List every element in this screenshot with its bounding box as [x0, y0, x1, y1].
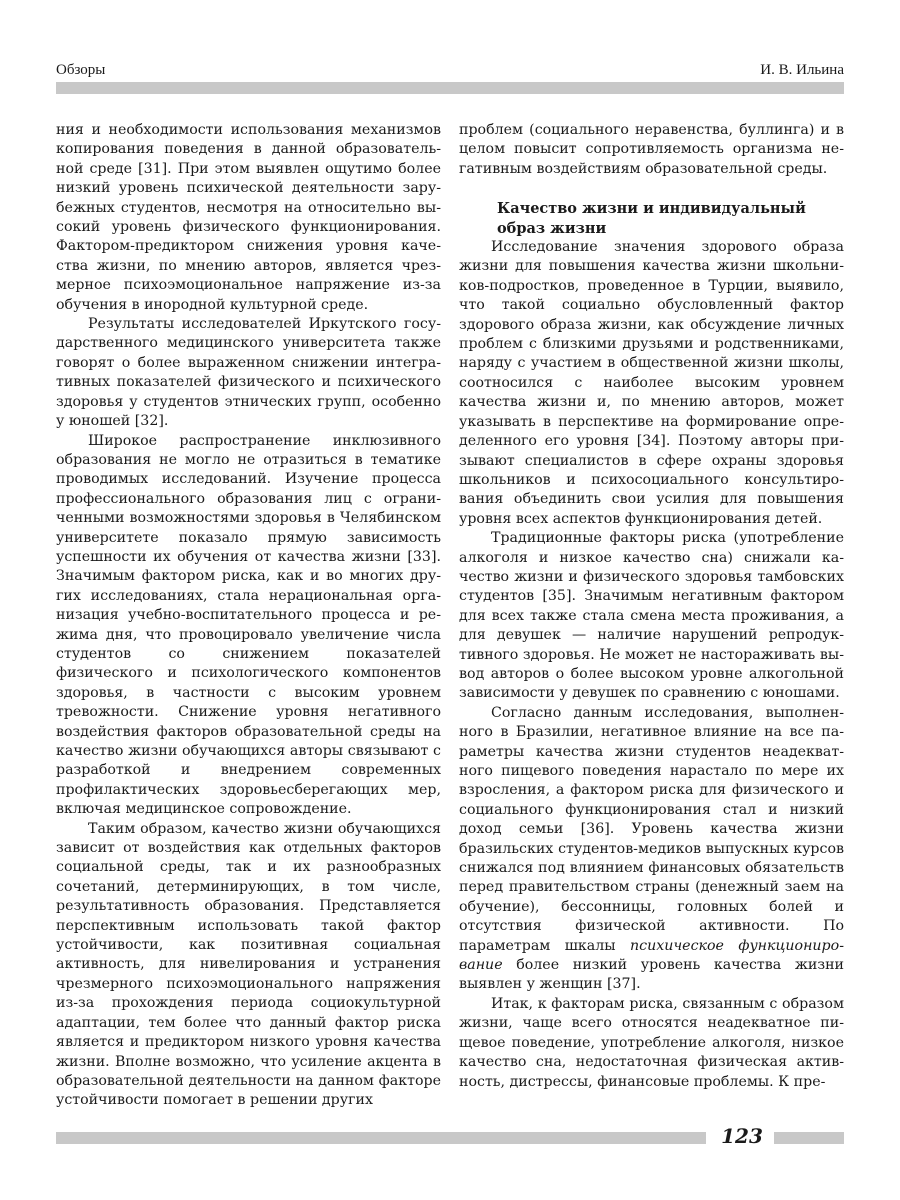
paragraph: Таким образом, качество жизни обучающихся зависит от воздействия как отдельных факторов социальной среды, так и их разнообразных сочетаний, детерминирующих, в том числе, результативность образования. Представляется перспективным использовать такой фактор устойчивости, как позитивная социальная активность, для нивелирования и устранения чрезмерного психоэмоционального напряжения из-за прохождения периода социокультурной адаптации, тем более что данный фактор риска является и предиктором низкого уровня качества жизни. Вполне возможно, что усиление акцента в образовательной деятельности на данном факторе устойчивости помогает в решении других	[56, 820, 441, 1109]
footer-divider-bar	[56, 1132, 706, 1144]
paragraph: Результаты исследователей Иркутского государственного медицинского университета также говорят о более выраженном снижении интегративных показателей физического и психического здоровья у студентов этнических групп, особенно у юношей [32].	[56, 316, 441, 430]
paragraph: ния и необходимости использования механизмов копирования поведения в данной образовательной среде [31]. При этом выявлен ощутимо более низкий уровень психической деятельности зарубежных студентов, несмотря на относительно высокий уровень физического функционирования. Фактором-предиктором снижения уровня качества жизни, по мнению авторов, является чрезмерное психоэмоциональное напряжение из-за обучения в инородной культурной среде.	[56, 122, 441, 313]
paragraph-text: более низкий уровень качества жизни выявлен у женщин [37].	[459, 957, 844, 993]
paragraph-text: Согласно данным исследования, выполненного в Бразилии, негативное влияние на все параметры качества жизни студентов неадекватного пищевого поведения нарастало по мере их взросления, а фактором риска для физического и социального функционирования стал и низкий доход семьи [36]. Уровень качества жизни бразильских студентов-медиков выпускных курсов снижался под влиянием финансовых обязательств перед правительством страны (денежный заем на обучение), бессонницы, головных болей и отсутствия физической активности. По параметрам шкалы	[459, 704, 844, 954]
paragraph	[459, 704, 844, 995]
paragraph: Исследование значения здорового образа жизни для повышения качества жизни школьников-подростков, проведенное в Турции, выявило, что такой социально обусловленный фактор здорового образа жизни, как обсуждение личных проблем с близкими друзьями и родственниками, наряду с участием в общественной жизни школы, соотносился с наиболее высоким уровнем качества жизни и, по мнению авторов, может указывать в перспективе на формирование определенного его уровня [34]. Поэтому авторы призывают специалистов в сфере охраны здоровья школьников и психосоциального консультирования объединить свои усилия для повышения уровня всех аспектов функционирования детей.	[459, 239, 844, 527]
right-column	[459, 121, 844, 1092]
header-divider-bar	[56, 82, 844, 94]
running-head	[56, 60, 844, 82]
page-number: 123	[721, 1124, 763, 1148]
footer-divider-bar-end	[774, 1132, 844, 1144]
author-name: И. В. Ильина	[760, 62, 844, 78]
paragraph: Традиционные факторы риска (употребление алкоголя и низкое качество сна) снижали качество жизни и физического здоровья тамбовских студентов [35]. Значимым негативным фактором для всех также стала смена места проживания, а для девушек — наличие нарушений репродуктивного здоровья. Не может не настораживать вывод авторов о более высоком уровне алкогольной зависимости у девушек по сравнению с юношами.	[459, 530, 844, 702]
paragraph: Итак, к факторам риска, связанным с образом жизни, чаще всего относятся неадекватное пищевое поведение, употребление алкоголя, низкое качество сна, недостаточная физическая активность, дистрессы, финансовые проблемы. К пре-	[459, 995, 844, 1090]
scale-name-italic: психическое функционирование	[459, 937, 844, 974]
section-title: Обзоры	[56, 62, 106, 78]
paragraph: проблем (социального неравенства, буллинга) и в целом повысит сопротивляемость организма негативным воздействиям образовательной среды.	[459, 122, 844, 177]
section-heading: Качество жизни и индивидуальный образ жизни	[497, 200, 806, 237]
left-column	[56, 121, 441, 1111]
paragraph: Широкое распространение инклюзивного образования не могло не отразиться в тематике проводимых исследований. Изучение процесса профессионального образования лиц с ограниченными возможностями здоровья в Челябинском университете показало прямую зависимость успешности их обучения от качества жизни [33]. Значимым фактором риска, как и во многих других исследованиях, стала нерациональная организация учебно-воспитательного процесса и режима дня, что провоцировало увеличение числа студентов со снижением показателей физического и психологического компонентов здоровья, в частности с высоким уровнем тревожности. Снижение уровня негативного воздействия факторов образовательной среды на качество жизни обучающихся авторы связывают с разработкой и внедрением современных профилактических здоровьесберегающих мер, включая медицинское сопровождение.	[56, 432, 441, 818]
